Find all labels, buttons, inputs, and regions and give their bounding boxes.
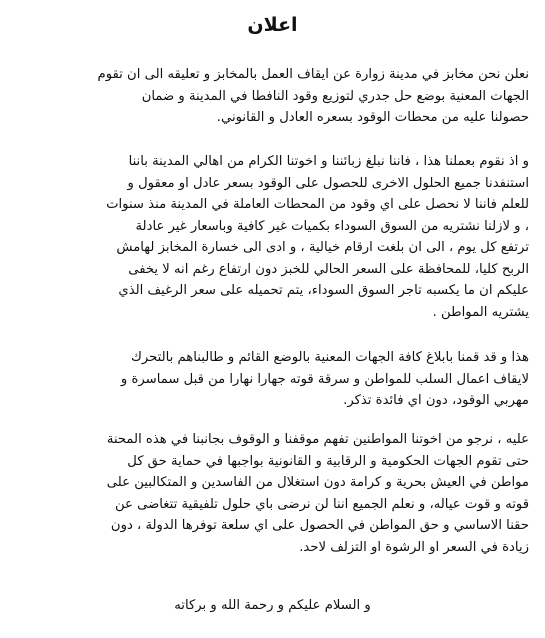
- paragraph-line: لايقاف اعمال السلب للمواطن و سرقة قوته جهارا نهارا من قبل سماسرة و: [120, 371, 529, 387]
- paragraph-line: الربح كليا، للمحافظة على السعر الحالي للخبز دون ارتفاع رغم انه لا يخفى: [128, 261, 529, 277]
- paragraph-4: [19, 429, 529, 558]
- paragraph-line: استنفدنا جميع الحلول الاخرى للحصول على الوقود بسعر عادل او معقول و: [127, 175, 529, 191]
- paragraph-line: الجهات المعنية بوضع حل جدري لتوزيع وقود النافطا في المدينة و ضمان: [141, 88, 529, 104]
- paragraph-line: ، و لازلنا نشتريه من السوق السوداء بكميات غير كافية وباسعار غير عادلة: [135, 218, 529, 234]
- paragraph-line: حقنا الاساسي و حق المواطن في الحصول على اي سلعة توفرها الدولة ، دون: [110, 518, 529, 533]
- paragraph-line: ترتفع كل يوم ، الى ان بلغت ارقام خيالية ، و ادى الى خسارة المخابز لهامش: [116, 240, 529, 255]
- paragraph-line: نعلن نحن مخابز في مدينة زوارة عن ايقاف العمل بالمخابز و تعليقه الى ان تقوم: [97, 67, 529, 82]
- paragraph-1: [19, 64, 529, 129]
- paragraph-line: قوته و قوت عياله، و نعلم الجميع اننا لن نرضى باي حلول تلفيقية تتغاضى عن: [115, 496, 529, 512]
- paragraph-2: [19, 151, 529, 323]
- paragraph-line: زيادة في السعر او الرشوة او التزلف لاحد.: [299, 539, 529, 555]
- paragraph-line: حتى تقوم الجهات الحكومية و الرقابية و القانونية بواجبها في حماية حق كل: [127, 453, 529, 469]
- paragraph-line: و اذ نقوم بعملنا هذا ، فاننا نبلغ زبائننا و اخوتنا الكرام من اهالي المدينة باننا: [128, 154, 529, 169]
- paragraph-line: حصولنا عليه من محطات الوقود بسعره العادل و القانوني.: [216, 110, 529, 125]
- announcement-title: اعلان: [247, 14, 298, 36]
- paragraph-line: عليكم ان ما يكسبه تاجر السوق السوداء، يتم تحميله على سعر الرغيف الذي: [118, 283, 529, 298]
- closing-greeting: و السلام عليكم و رحمة الله و بركاته: [174, 598, 371, 613]
- paragraph-line: عليه ، نرجو من اخوتنا المواطنين تفهم موقفنا و الوقوف بجانبنا في هذه المحنة: [106, 432, 529, 447]
- paragraph-3: [19, 347, 529, 412]
- paragraph-line: يشتريه المواطن .: [432, 304, 529, 320]
- paragraph-line: مهربي الوقود، دون اي فائدة تذكر.: [343, 393, 529, 408]
- paragraph-line: للعلم فاننا لا نحصل على اي وقود من المحطات العاملة في المدينة منذ سنوات: [106, 197, 529, 212]
- paragraph-line: مواطن في العيش بحرية و كرامة دون استغلال من الفاسدين و المتكالبين على: [106, 475, 529, 490]
- paragraph-line: هذا و قد قمنا بابلاغ كافة الجهات المعنية بالوضع القائم و طالبناهم بالتحرك: [130, 350, 529, 365]
